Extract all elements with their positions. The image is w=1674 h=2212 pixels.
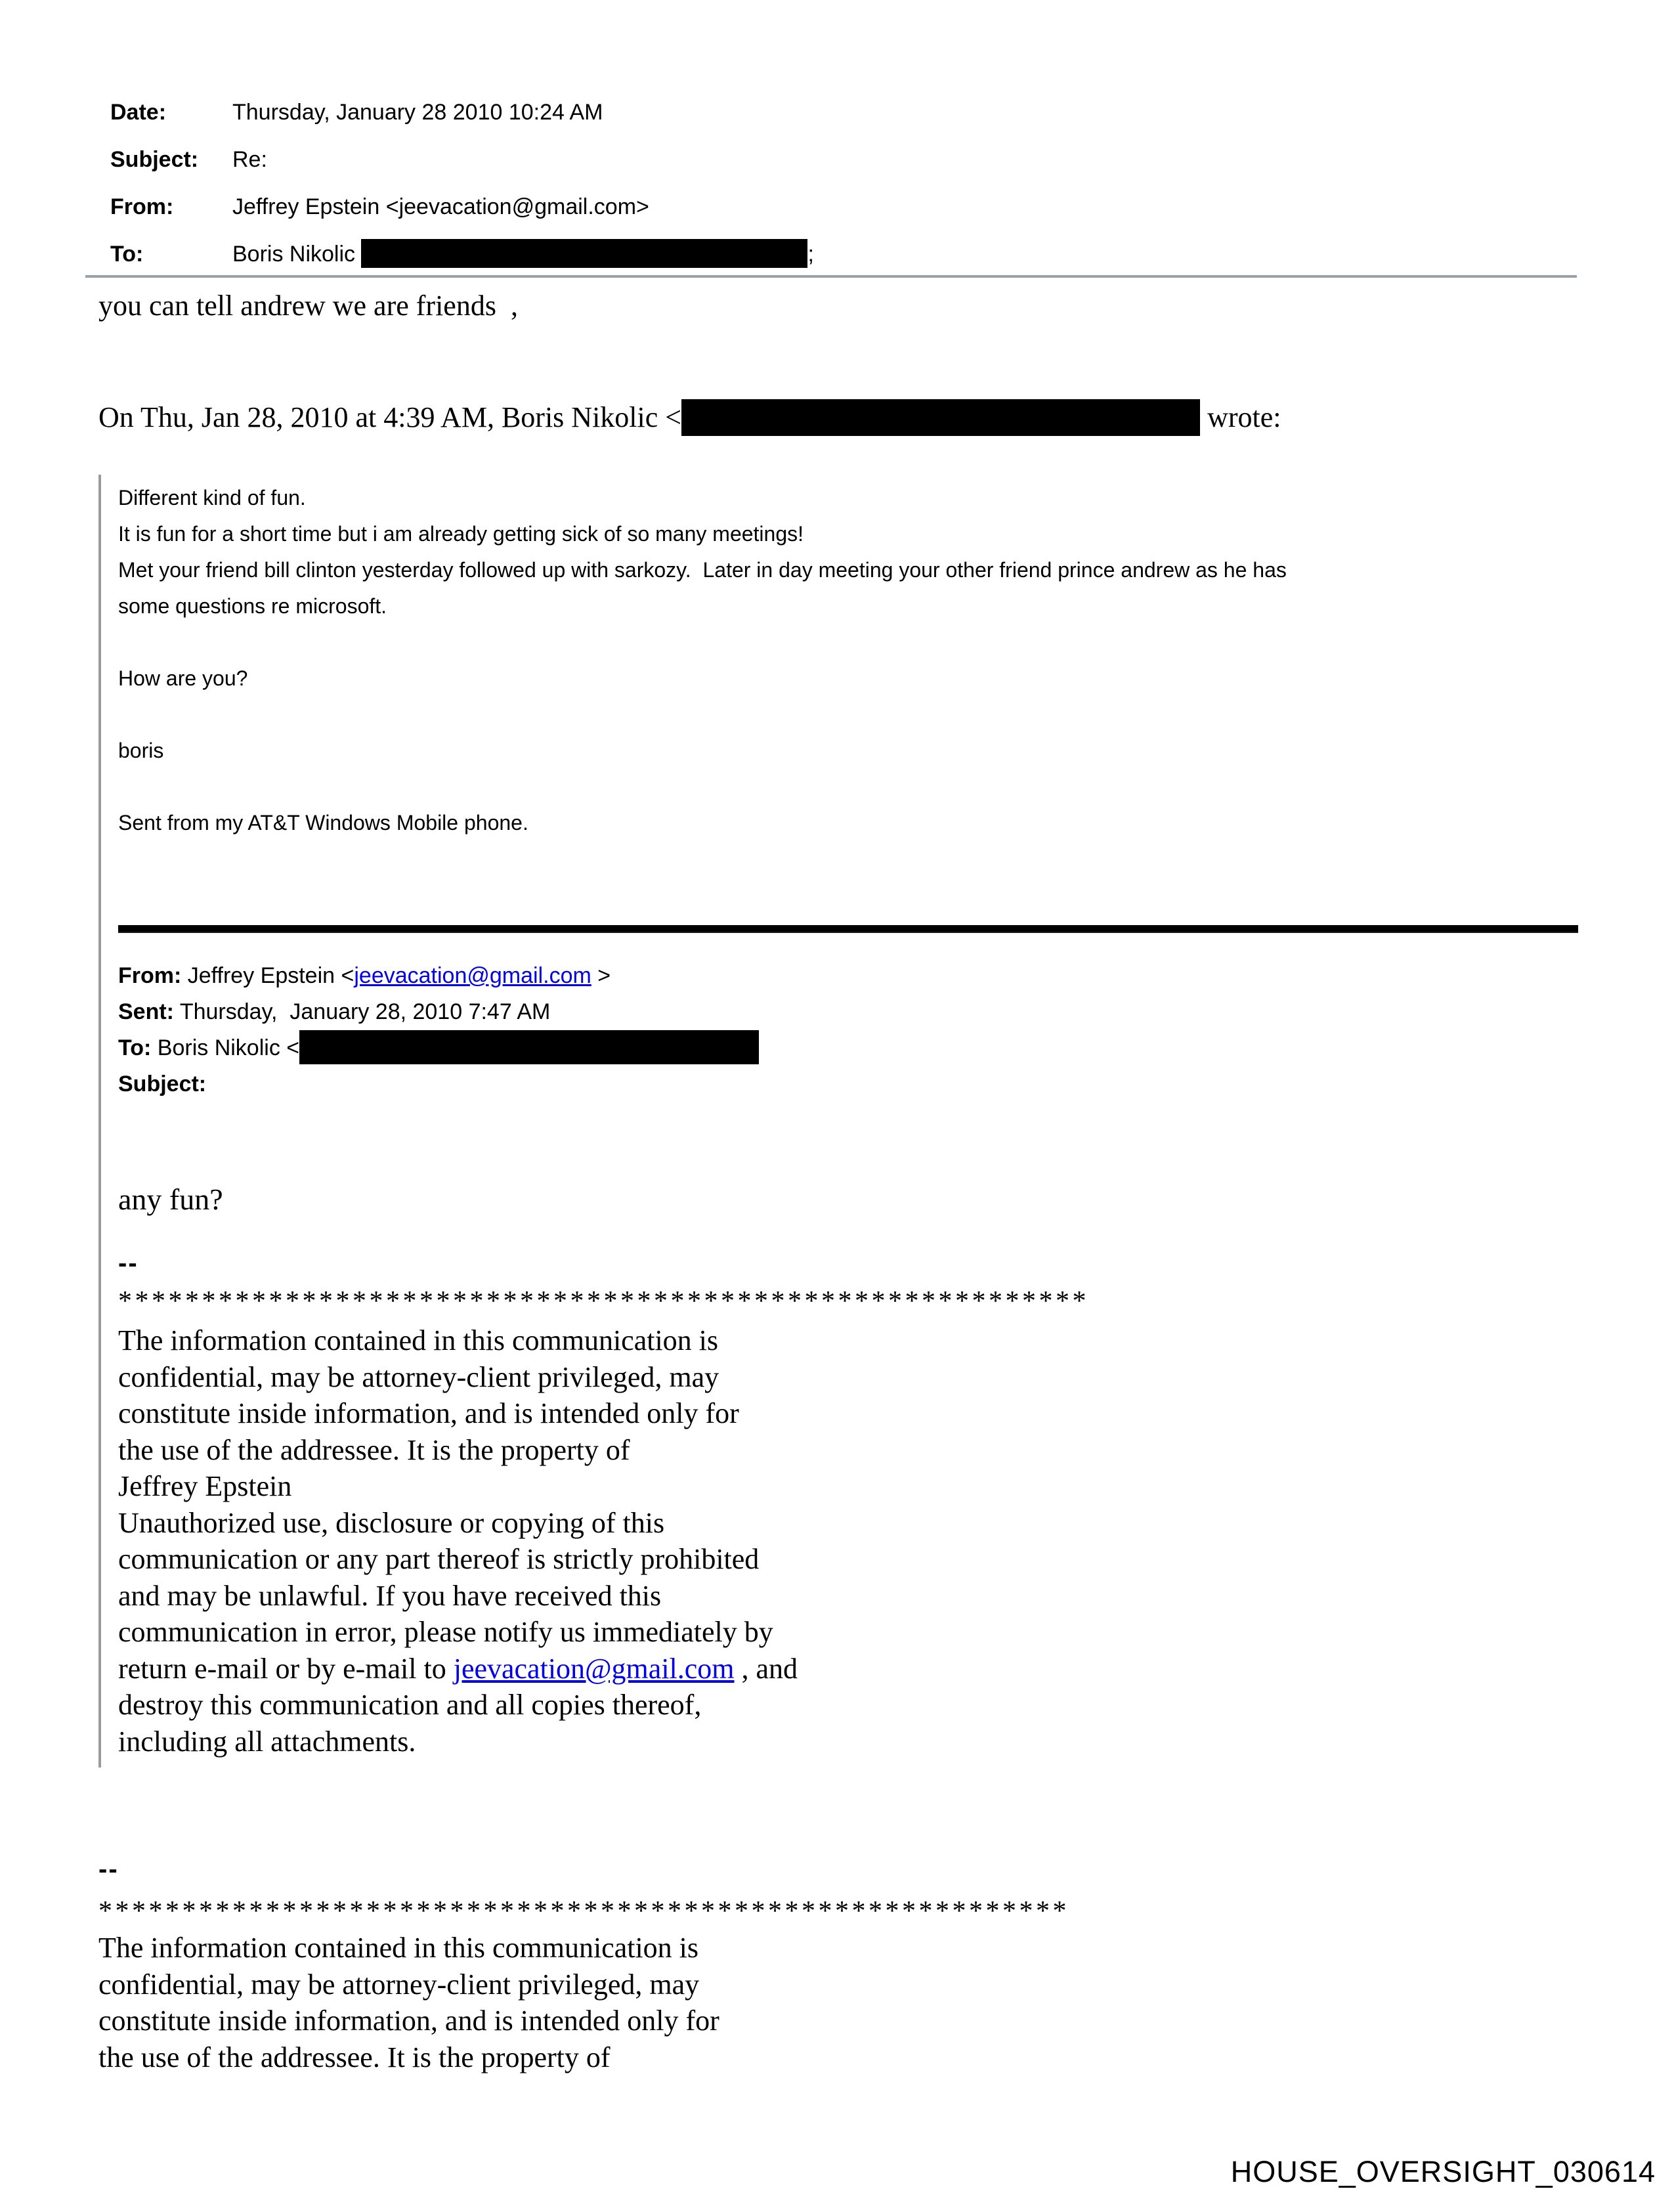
text-line: and may be unlawful. If you have received this	[118, 1579, 662, 1612]
asterisk-rule: **********************************************************	[118, 1286, 1089, 1316]
text-line	[118, 697, 1578, 733]
reply-body-text: you can tell andrew we are friends ,	[98, 290, 518, 322]
quoted-text-lines	[118, 480, 1578, 913]
email-header	[110, 100, 814, 290]
second-disclaimer-block	[98, 1853, 1069, 2075]
quoted-message-block	[98, 475, 1578, 1767]
text-line: confidential, may be attorney-client privileged, may	[118, 1360, 719, 1393]
disclaimer-lines-after	[118, 1687, 1578, 1760]
from-value: Jeffrey Epstein <jeevacation@gmail.com>	[232, 194, 649, 219]
inner-to-line	[118, 1030, 1578, 1066]
text-line	[118, 769, 1578, 805]
text-line: some questions re microsoft.	[118, 594, 387, 618]
attribution-text: On Thu, Jan 28, 2010 at 4:39 AM, Boris Nikolic <	[98, 401, 682, 433]
redaction-bar	[299, 1030, 759, 1064]
disclaimer-lines-before	[118, 1322, 1578, 1651]
text-line: Different kind of fun.	[118, 486, 306, 510]
inner-sent-label: Sent:	[118, 999, 174, 1024]
inner-from-close: >	[591, 963, 611, 988]
inner-email-header	[118, 958, 1578, 1102]
from-email-link[interactable]: jeevacation@gmail.com	[354, 963, 591, 988]
inner-from-line	[118, 958, 1578, 994]
inner-to-name: Boris Nikolic <	[151, 1035, 300, 1060]
text-line: Jeffrey Epstein	[118, 1470, 292, 1502]
subject-value: Re:	[232, 147, 267, 172]
to-label: To:	[110, 242, 144, 267]
text-line: How are you?	[118, 666, 248, 690]
to-recipient-name: Boris Nikolic	[232, 242, 362, 267]
text-line: including all attachments.	[118, 1725, 416, 1758]
inner-to-label: To:	[118, 1035, 152, 1060]
confidentiality-disclaimer	[118, 1322, 1578, 1760]
signature-separator: --	[118, 1249, 139, 1278]
redaction-bar	[361, 239, 807, 268]
inner-subject-line	[118, 1066, 1578, 1102]
header-row-subject	[110, 147, 814, 172]
inner-from-name: Jeffrey Epstein <	[181, 963, 354, 988]
to-suffix: ;	[807, 242, 814, 267]
thick-black-divider	[118, 925, 1578, 933]
text-line: boris	[118, 739, 164, 762]
header-divider-line	[85, 275, 1577, 278]
date-label: Date:	[110, 100, 167, 125]
inner-sent-value: Thursday, January 28, 2010 7:47 AM	[174, 999, 551, 1024]
date-value: Thursday, January 28 2010 10:24 AM	[232, 100, 603, 125]
signature-separator: --	[98, 1855, 119, 1884]
inner-sent-line	[118, 994, 1578, 1030]
text-line	[118, 624, 1578, 661]
text-line: The information contained in this communication is	[118, 1324, 719, 1356]
disclaimer-link-line	[118, 1651, 1578, 1687]
text-line: Unauthorized use, disclosure or copying of this	[118, 1506, 665, 1539]
header-row-date	[110, 100, 814, 125]
asterisk-rule: **********************************************************	[98, 1896, 1069, 1926]
text-line: Met your friend bill clinton yesterday followed up with sarkozy. Later in day meeting your other friend prince andrew as he has	[118, 558, 1287, 582]
text-line: constitute inside information, and is intended only for	[118, 1397, 739, 1429]
text-line: Sent from my AT&T Windows Mobile phone.	[118, 811, 528, 835]
text-line: The information contained in this communication is	[98, 1932, 699, 1964]
text-line: the use of the addressee. It is the property of	[98, 2041, 611, 2073]
inner-from-label: From:	[118, 963, 182, 988]
attribution-wrote: wrote:	[1200, 401, 1281, 433]
disclaimer-link-suffix: , and	[734, 1652, 798, 1685]
text-line	[118, 877, 1578, 913]
confidentiality-disclaimer-partial	[98, 1930, 1069, 2075]
subject-label: Subject:	[110, 147, 199, 172]
header-row-from	[110, 194, 814, 219]
disclaimer-link-prefix: return e-mail or by e-mail to	[118, 1652, 454, 1685]
quote-attribution-line	[98, 401, 1281, 436]
text-line: destroy this communication and all copies thereof,	[118, 1689, 702, 1721]
text-line	[118, 841, 1578, 877]
text-line: communication or any part thereof is strictly prohibited	[118, 1543, 760, 1575]
header-row-to	[110, 242, 814, 268]
inner-subject-label: Subject:	[118, 1072, 207, 1096]
to-value	[232, 242, 814, 268]
from-label: From:	[110, 194, 174, 219]
text-line: communication in error, please notify us immediately by	[118, 1616, 773, 1648]
text-line: confidential, may be attorney-client privileged, may	[98, 1968, 700, 2001]
disclaimer-email-link[interactable]: jeevacation@gmail.com	[453, 1652, 735, 1685]
bates-number: HOUSE_OVERSIGHT_030614	[1230, 2155, 1656, 2188]
text-line: the use of the addressee. It is the property of	[118, 1433, 630, 1466]
text-line: It is fun for a short time but i am already getting sick of so many meetings!	[118, 522, 804, 546]
inner-message-text: any fun?	[118, 1182, 223, 1216]
redaction-bar	[681, 399, 1200, 436]
text-line: constitute inside information, and is intended only for	[98, 2005, 719, 2037]
